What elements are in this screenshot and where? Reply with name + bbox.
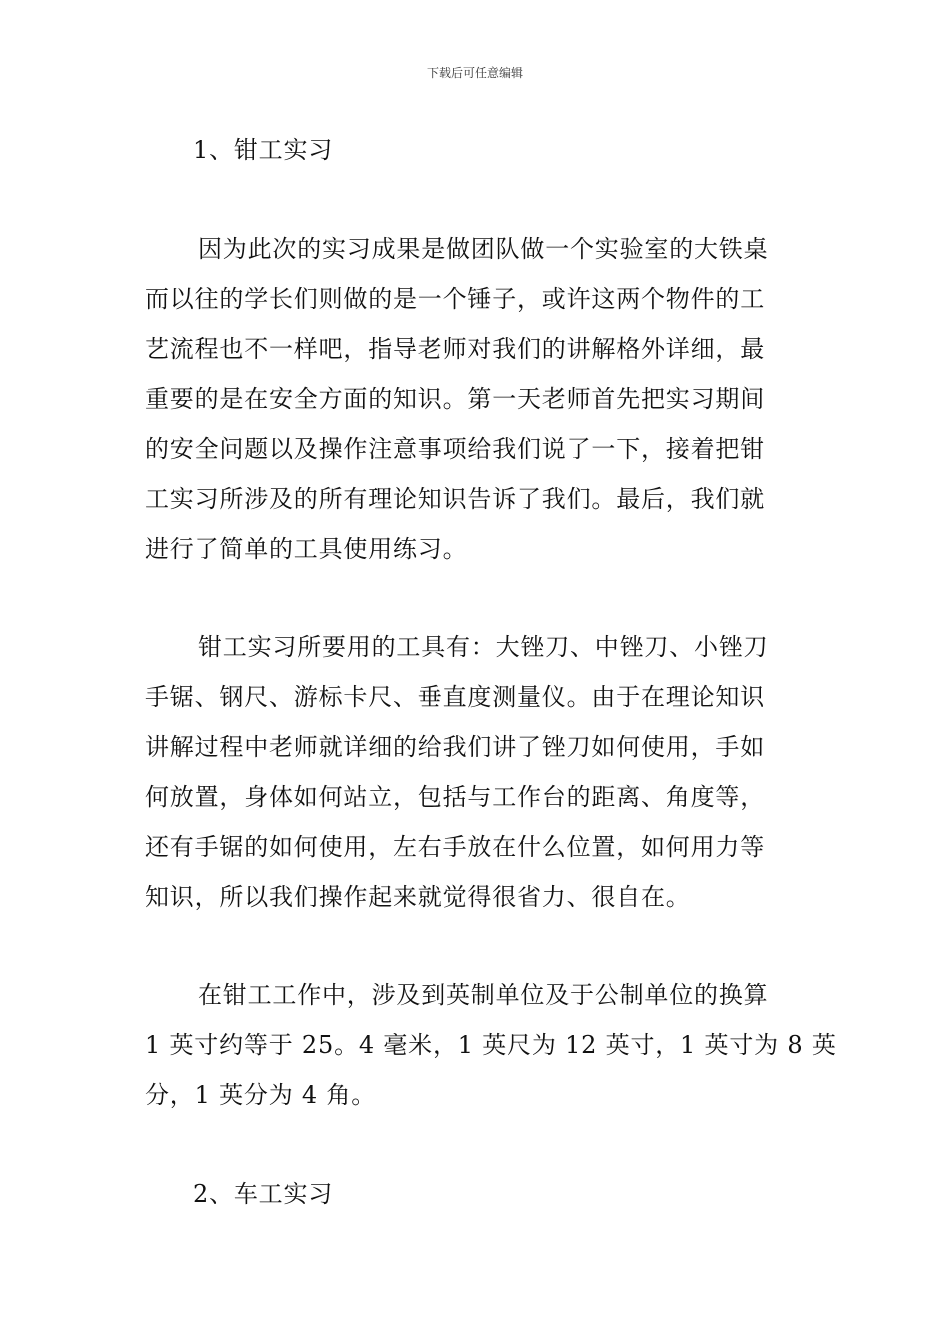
section-heading-fitter: 1、钳工实习 xyxy=(193,136,334,164)
paragraph-line: 艺流程也不一样吧，指导老师对我们的讲解格外详细，最 xyxy=(145,335,765,363)
paragraph-line: 工实习所涉及的所有理论知识告诉了我们。最后，我们就 xyxy=(145,485,765,513)
paragraph-line: 讲解过程中老师就详细的给我们讲了锉刀如何使用，手如 xyxy=(145,733,765,761)
paragraph-line: 手锯、钢尺、游标卡尺、垂直度测量仪。由于在理论知识 xyxy=(145,683,765,711)
section-heading-lathe: 2、车工实习 xyxy=(193,1180,334,1208)
paragraph-line: 在钳工工作中，涉及到英制单位及于公制单位的换算 xyxy=(198,981,769,1009)
paragraph-line: 重要的是在安全方面的知识。第一天老师首先把实习期间 xyxy=(145,385,765,413)
paragraph-line: 何放置，身体如何站立，包括与工作台的距离、角度等， xyxy=(145,783,765,811)
paragraph-line: 还有手锯的如何使用，左右手放在什么位置，如何用力等 xyxy=(145,833,765,861)
paragraph-line: 分，1 英分为 4 角。 xyxy=(145,1081,377,1109)
page-header-note: 下载后可任意编辑 xyxy=(426,66,523,80)
paragraph-line: 的安全问题以及操作注意事项给我们说了一下，接着把钳 xyxy=(145,435,765,463)
paragraph-line: 进行了简单的工具使用练习。 xyxy=(145,535,468,563)
paragraph-line: 而以往的学长们则做的是一个锤子，或许这两个物件的工 xyxy=(145,285,765,313)
paragraph-line: 因为此次的实习成果是做团队做一个实验室的大铁桌 xyxy=(198,235,769,263)
paragraph-line: 知识，所以我们操作起来就觉得很省力、很自在。 xyxy=(145,883,691,911)
paragraph-line: 钳工实习所要用的工具有：大锉刀、中锉刀、小锉刀 xyxy=(198,633,769,661)
paragraph-line: 1 英寸约等于 25。4 毫米，1 英尺为 12 英寸，1 英寸为 8 英 xyxy=(145,1031,837,1059)
